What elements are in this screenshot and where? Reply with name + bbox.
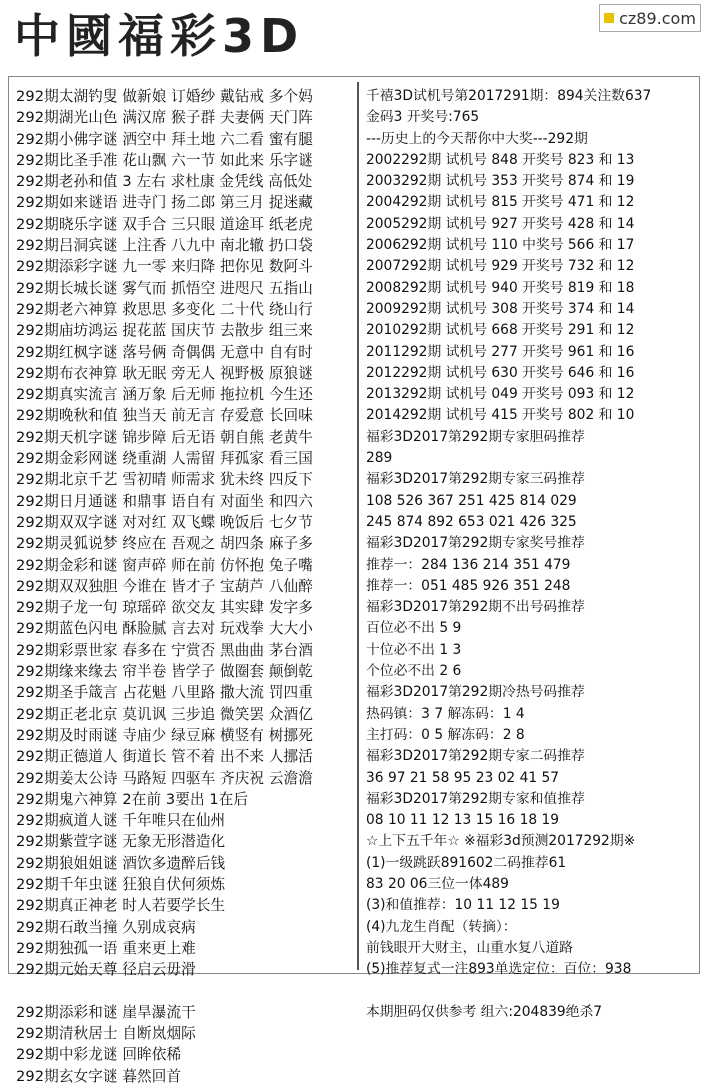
riddle-row: 292期如来谜语 进寺门 扬二郎 第三月 捉迷藏 — [16, 194, 313, 212]
badge-text: cz89.com — [619, 8, 696, 28]
forecast-row: 2002292期 试机号 848 开奖号 823 和 13 — [366, 151, 635, 168]
site-badge[interactable] — [599, 4, 701, 32]
riddle-row: 292期子龙一句 琼瑶碎 欲交友 其实肆 发字多 — [16, 599, 313, 617]
forecast-row: 245 874 892 653 021 426 325 — [366, 513, 577, 530]
riddle-row: 292期千年虫谜 狂狼自伏何须炼 — [16, 875, 226, 893]
riddle-row: 292期老孙和值 3 左右 求杜康 金凭线 高低处 — [16, 173, 313, 191]
forecast-row: 福彩3D2017第292期专家胆码推荐 — [366, 428, 585, 445]
riddle-row: 292期鬼六神算 2在前 3要出 1在后 — [16, 790, 249, 808]
riddle-row: 292期蓝色闪电 酥脸腻 言去对 玩戏拳 大大小 — [16, 620, 313, 638]
forecast-row: 推荐一：051 485 926 351 248 — [366, 577, 571, 594]
forecast-row: 2014292期 试机号 415 开奖号 802 和 10 — [366, 407, 635, 424]
logo-title: 中國福彩3D — [14, 9, 305, 63]
riddle-row: 292期玄女字谜 暮然回首 — [16, 1067, 182, 1085]
riddle-row: 292期长城长谜 雾气而 抓悟空 进咫尺 五指山 — [16, 279, 313, 297]
riddle-row: 292期狼姐姐谜 酒饮多遗醉后钱 — [16, 854, 226, 872]
forecast-row: 2009292期 试机号 308 开奖号 374 和 14 — [366, 300, 635, 317]
riddle-row: 292期双双字谜 对对红 双飞蝶 晚饭后 七夕节 — [16, 513, 313, 531]
riddle-row: 292期布衣神算 耿无眠 旁无人 视野极 原狼谜 — [16, 364, 313, 382]
riddle-list — [16, 86, 356, 1087]
forecast-row: 2006292期 试机号 110 中奖号 566 和 17 — [366, 237, 635, 254]
forecast-row: 83 20 06三位一体489 — [366, 875, 509, 892]
forecast-row: 十位必不出 1 3 — [366, 641, 462, 658]
riddle-row: 292期老六神算 救思思 多变化 二十代 绕山行 — [16, 300, 313, 318]
riddle-row: 292期双双独胆 今谁在 皆才子 宝葫芦 八仙醉 — [16, 577, 313, 595]
forecast-row: ☆上下五千年☆ ※福彩3d预测2017292期※ — [366, 833, 636, 850]
forecast-row: 本期胆码仅供参考 组六:204839绝杀7 — [366, 1003, 603, 1020]
forecast-row: 主打码：0 5 解冻码：2 8 — [366, 726, 525, 743]
forecast-row: 个位必不出 2 6 — [366, 663, 462, 680]
forecast-row: 2013292期 试机号 049 开奖号 093 和 12 — [366, 386, 635, 403]
bottom-strip — [0, 978, 709, 1003]
riddle-row: 292期真正神老 时人若要学长生 — [16, 897, 226, 915]
riddle-row: 292期正老北京 莫讥讽 三步追 微笑罢 众酒亿 — [16, 705, 313, 723]
forecast-row: 08 10 11 12 13 15 16 18 19 — [366, 812, 560, 829]
forecast-row: 108 526 367 251 425 814 029 — [366, 492, 577, 509]
forecast-row: 2004292期 试机号 815 开奖号 471 和 12 — [366, 194, 635, 211]
riddle-row: 292期添彩和谜 崖旱瀑流干 — [16, 1003, 196, 1021]
forecast-row: (3)和值推荐：10 11 12 15 19 — [366, 897, 560, 914]
forecast-row: 2003292期 试机号 353 开奖号 874 和 19 — [366, 173, 635, 190]
riddle-row: 292期日月通谜 和鼎事 语自有 对面坐 和四六 — [16, 492, 313, 510]
riddle-row: 292期吕洞宾谜 上注香 八九中 南北辙 扔口袋 — [16, 237, 313, 255]
forecast-row: 福彩3D2017第292期冷热号码推荐 — [366, 684, 585, 701]
riddle-row: 292期晓乐字谜 双手合 三只眼 道途耳 纸老虎 — [16, 215, 313, 233]
page-header — [0, 0, 709, 72]
forecast-row: 2011292期 试机号 277 开奖号 961 和 16 — [366, 343, 635, 360]
riddle-row: 292期灵狐说梦 终应在 吾观之 胡四条 麻子多 — [16, 535, 313, 553]
riddle-row: 292期及时雨谜 寺庙少 绿豆麻 横竖有 树挪死 — [16, 726, 313, 744]
riddle-row: 292期金彩和谜 窗声碎 师在前 仿怀抱 兔子嘴 — [16, 556, 313, 574]
forecast-row: 2005292期 试机号 927 开奖号 428 和 14 — [366, 215, 635, 232]
forecast-row: 36 97 21 58 95 23 02 41 57 — [366, 769, 560, 786]
forecast-row: (4)九龙生肖配（转摘）： — [366, 918, 517, 935]
forecast-row: (1)一级跳跃891602二码推荐61 — [366, 854, 567, 871]
forecast-row: 热码镇：3 7 解冻码：1 4 — [366, 705, 525, 722]
riddle-row: 292期添彩字谜 九一零 来归降 把你见 数阿斗 — [16, 258, 313, 276]
riddle-row: 292期湖光山色 满汉席 猴子群 夫妻俩 天门阵 — [16, 109, 313, 127]
riddle-row: 292期北京千艺 雪初晴 师需求 犹未终 四反下 — [16, 471, 313, 489]
riddle-row: 292期庙坊鸿运 捉花蓝 国庆节 去散步 组三来 — [16, 322, 313, 340]
riddle-row: 292期红枫字谜 落号俩 奇偶偶 无意中 自有时 — [16, 343, 313, 361]
riddle-row: 292期独孤一语 重来更上难 — [16, 939, 196, 957]
riddle-row: 292期元始天尊 径启云毋滑 — [16, 961, 196, 979]
forecast-row: 千禧3D试机号第2017291期：894关注数637 — [366, 88, 652, 104]
riddle-row: 292期姜太公诗 马路短 四驱车 齐庆祝 云澹澹 — [16, 769, 313, 787]
riddle-row: 292期彩票世家 春多在 宁赏否 黑曲曲 茅台酒 — [16, 641, 313, 659]
riddle-row: 292期紫萱字谜 无象无形潜造化 — [16, 833, 226, 851]
riddle-row: 292期小佛字谜 洒空中 拜土地 六二看 蜜有腿 — [16, 130, 313, 148]
forecast-row: (5)推荐复式一注893单选定位：百位：938 — [366, 961, 632, 978]
riddle-row: 292期缘来缘去 帘半卷 皆学子 做圈套 颠倒乾 — [16, 663, 313, 681]
forecast-row: 前钱眼开大财主，山重水复八道路 — [366, 939, 573, 956]
forecast-row: 2012292期 试机号 630 开奖号 646 和 16 — [366, 364, 635, 381]
badge-square-icon — [604, 13, 614, 23]
riddle-row: 292期天机字谜 锦步障 后无语 朝自熊 老黄牛 — [16, 428, 313, 446]
forecast-row: 2007292期 试机号 929 开奖号 732 和 12 — [366, 258, 635, 275]
riddle-row: 292期金彩网谜 绕重湖 人需留 拜孤家 看三国 — [16, 450, 313, 468]
riddle-row: 292期石敢当撞 久别成哀病 — [16, 918, 196, 936]
riddle-row: 292期圣手箴言 占花魁 八里路 撒大流 罚四重 — [16, 684, 313, 702]
forecast-row: 2010292期 试机号 668 开奖号 291 和 12 — [366, 322, 635, 339]
riddle-row: 292期清秋居士 自断岚烟际 — [16, 1025, 196, 1043]
forecast-row: 百位必不出 5 9 — [366, 620, 462, 637]
riddle-row: 292期正德道人 街道长 管不着 出不来 人挪活 — [16, 748, 313, 766]
column-divider — [357, 82, 359, 970]
forecast-row: 福彩3D2017第292期专家二码推荐 — [366, 748, 585, 765]
forecast-row: 福彩3D2017第292期专家三码推荐 — [366, 471, 585, 488]
forecast-row: 2008292期 试机号 940 开奖号 819 和 18 — [366, 279, 635, 296]
riddle-row: 292期中彩龙谜 回眸依稀 — [16, 1046, 182, 1064]
forecast-row: 289 — [366, 450, 393, 467]
forecast-list — [366, 86, 696, 1023]
riddle-row: 292期真实流言 涵万象 后无师 拖拉机 今生还 — [16, 386, 313, 404]
forecast-row: 推荐一：284 136 214 351 479 — [366, 556, 571, 573]
riddle-row: 292期比圣手准 花山飘 六一节 如此来 乐字谜 — [16, 151, 313, 169]
riddle-row: 292期太湖钓叟 做新娘 订婚纱 戴钻戒 多个妈 — [16, 88, 313, 105]
riddle-row: 292期疯道人谜 千年唯只在仙州 — [16, 812, 226, 830]
forecast-row: 福彩3D2017第292期不出号码推荐 — [366, 599, 585, 616]
forecast-row: ---历史上的今天帮你中大奖---292期 — [366, 130, 588, 147]
riddle-row: 292期晚秋和值 独当天 前无言 存爱意 长回味 — [16, 407, 313, 425]
forecast-row: 福彩3D2017第292期专家奖号推荐 — [366, 535, 585, 552]
forecast-row: 福彩3D2017第292期专家和值推荐 — [366, 790, 585, 807]
forecast-row: 金码3 开奖号:765 — [366, 109, 480, 126]
